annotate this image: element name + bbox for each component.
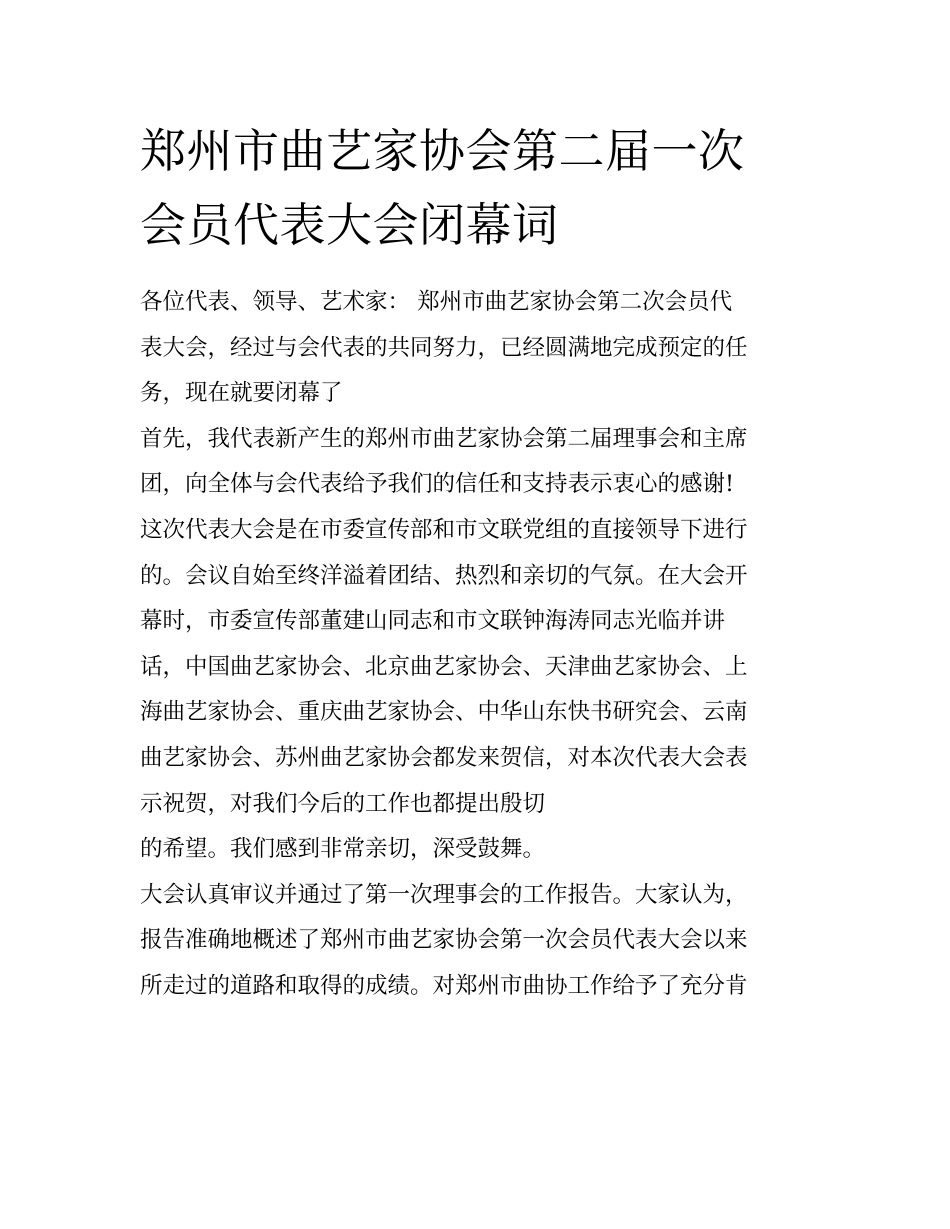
body-line: 大会认真审议并通过了第一次理事会的工作报告。大家认为， [140,881,748,908]
body-line: 首先，我代表新产生的郑州市曲艺家协会第二届理事会和主席 [140,425,748,452]
body-line: 各位代表、领导、艺术家： 郑州市曲艺家协会第二次会员代 [140,289,733,315]
body-line: 话，中国曲艺家协会、北京曲艺家协会、天津曲艺家协会、上 [140,653,748,680]
document-body [140,280,830,1010]
title-line-2: 会员代表大会闭幕词 [140,198,559,252]
body-line: 幕时，市委宣传部董建山同志和市文联钟海涛同志光临并讲 [140,608,726,635]
document-title [140,114,830,262]
body-line: 示祝贺，对我们今后的工作也都提出殷切 [140,790,546,817]
body-line: 团，向全体与会代表给予我们的信任和支持表示衷心的感谢! [140,471,735,498]
body-line: 的希望。我们感到非常亲切，深受鼓舞。 [140,836,546,863]
body-line: 务，现在就要闭幕了 [140,380,343,407]
body-line: 报告准确地概述了郑州市曲艺家协会第一次会员代表大会以来 [140,927,748,954]
body-line: 海曲艺家协会、重庆曲艺家协会、中华山东快书研究会、云南 [140,699,748,726]
body-line: 曲艺家协会、苏州曲艺家协会都发来贺信，对本次代表大会表 [140,744,748,771]
body-line: 所走过的道路和取得的成绩。对郑州市曲协工作给予了充分肯 [140,972,748,999]
title-line-1: 郑州市曲艺家协会第二届一次 [140,124,745,178]
body-line: 的。会议自始至终洋溢着团结、热烈和亲切的气氛。在大会开 [140,562,748,589]
body-line: 这次代表大会是在市委宣传部和市文联党组的直接领导下进行 [140,516,748,543]
body-line: 表大会，经过与会代表的共同努力，已经圆满地完成预定的任 [140,334,748,361]
